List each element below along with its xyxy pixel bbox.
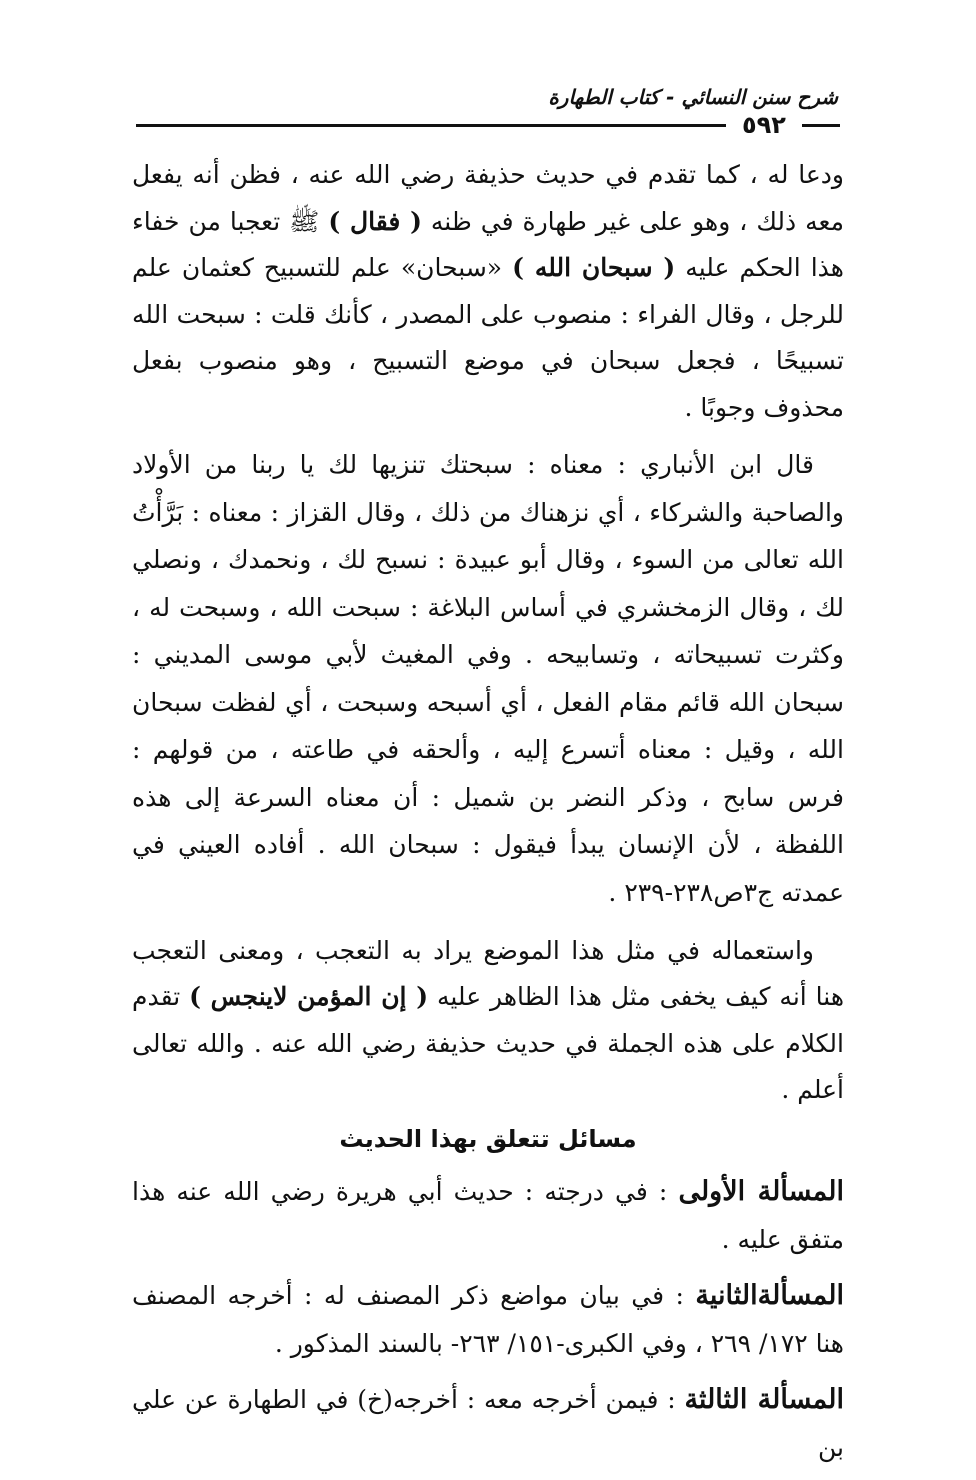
paragraph-1 [132, 152, 844, 431]
issue-2 [132, 1272, 844, 1368]
issue-2-text: : في بيان مواضع ذكر المصنف له : أخرجه المصنف هنا ١٧٢/ ٢٦٩ ، وفي الكبرى-١٥١/ ٢٦٣- بالسند المذكور . [132, 1280, 844, 1358]
issue-1-term: المسألة الأولى [678, 1175, 845, 1207]
page-number: ٥٩٢ [742, 111, 786, 139]
header-rule [136, 124, 726, 127]
paragraph-3-text-a: واستعماله في مثل هذا الموضع يراد به التعجب ، ومعنى التعجب هنا أنه كيف يخفى مثل هذا الظاهر عليه [132, 936, 845, 1012]
issue-2-term: المسألةالثانية [695, 1279, 844, 1311]
paragraph-3-text-b: تقدم الكلام على هذه الجملة في حديث حذيفة رضي الله عنه . والله تعالى أعلم . [132, 982, 844, 1105]
paragraph-1-text-a: ودعا له ، كما تقدم في حديث حذيفة رضي الله عنه ، فظن أنه يفعل معه ذلك ، وهو على غير طهارة في ظنه [132, 160, 844, 236]
issue-1 [132, 1168, 844, 1264]
section-heading: مسائل تتعلق بهذا الحديث [339, 1124, 637, 1153]
page-number-dash [802, 124, 840, 127]
issue-1-text: : في درجته : حديث أبي هريرة رضي الله عنه هذا متفق عليه . [132, 1176, 844, 1254]
paragraph-1-text-b: ﷺ تعجبا من خفاء هذا الحكم عليه [132, 206, 844, 282]
main-text [132, 152, 844, 1480]
issue-3-text: : فيمن أخرجه معه : أخرجه(خ) في الطهارة عن علي بن [132, 1384, 844, 1462]
quoted-phrase-faqal: ( فقال ) [328, 206, 422, 236]
paragraph-2: قال ابن الأنباري : معناه : سبحتك تنزيها لك يا ربنا من الأولاد والصاحبة والشركاء ، أي نزهناك من ذلك ، وقال القزاز : معناه : بَرَّأْتُ الله تعالى من السوء ، وقال أبو عبيدة : نسبح لك ، ونحمدك ، ونصلي لك ، وقال الزمخشري في أساس البلاغة : سبحت الله ، وسبحت له ، وكثرت تسبيحاته ، وتسابيحه . وفي المغيث لأبي موسى المديني : سبحان الله قائم مقام الفعل ، أي أسبحه وسبحت ، أي لفظت سبحان الله ، وقيل : معناه أتسرع إليه ، وألحقه في طاعته ، من قولهم : فرس سابح ، وذكر النضر بن شميل : أن معناه السرعة إلى هذه اللفظة ، لأن الإنسان يبدأ فيقول : سبحان الله . أفاده العيني في عمدته ج٣ص٢٣٨-٢٣٩ . [132, 450, 844, 907]
paragraph-3 [132, 928, 844, 1114]
running-head-title: شرح سنن النسائي - كتاب الطهارة [548, 85, 838, 109]
quoted-phrase-mumin: ( إن المؤمن لاينجس ) [189, 982, 429, 1012]
quoted-phrase-subhanallah: ( سبحان الله ) [512, 253, 676, 282]
issue-3-term: المسألة الثالثة [684, 1383, 844, 1415]
issue-3 [132, 1376, 844, 1472]
paragraph-1-text-c: «سبحان» علم للتسبيح كعثمان علم للرجل ، وقال الفراء : منصوب على المصدر ، كأنك قلت : سبحت الله تسبيحًا ، فجعل سبحان في موضع التسبيح ، وهو منصوب بفعل محذوف وجوبًا . [132, 253, 844, 422]
